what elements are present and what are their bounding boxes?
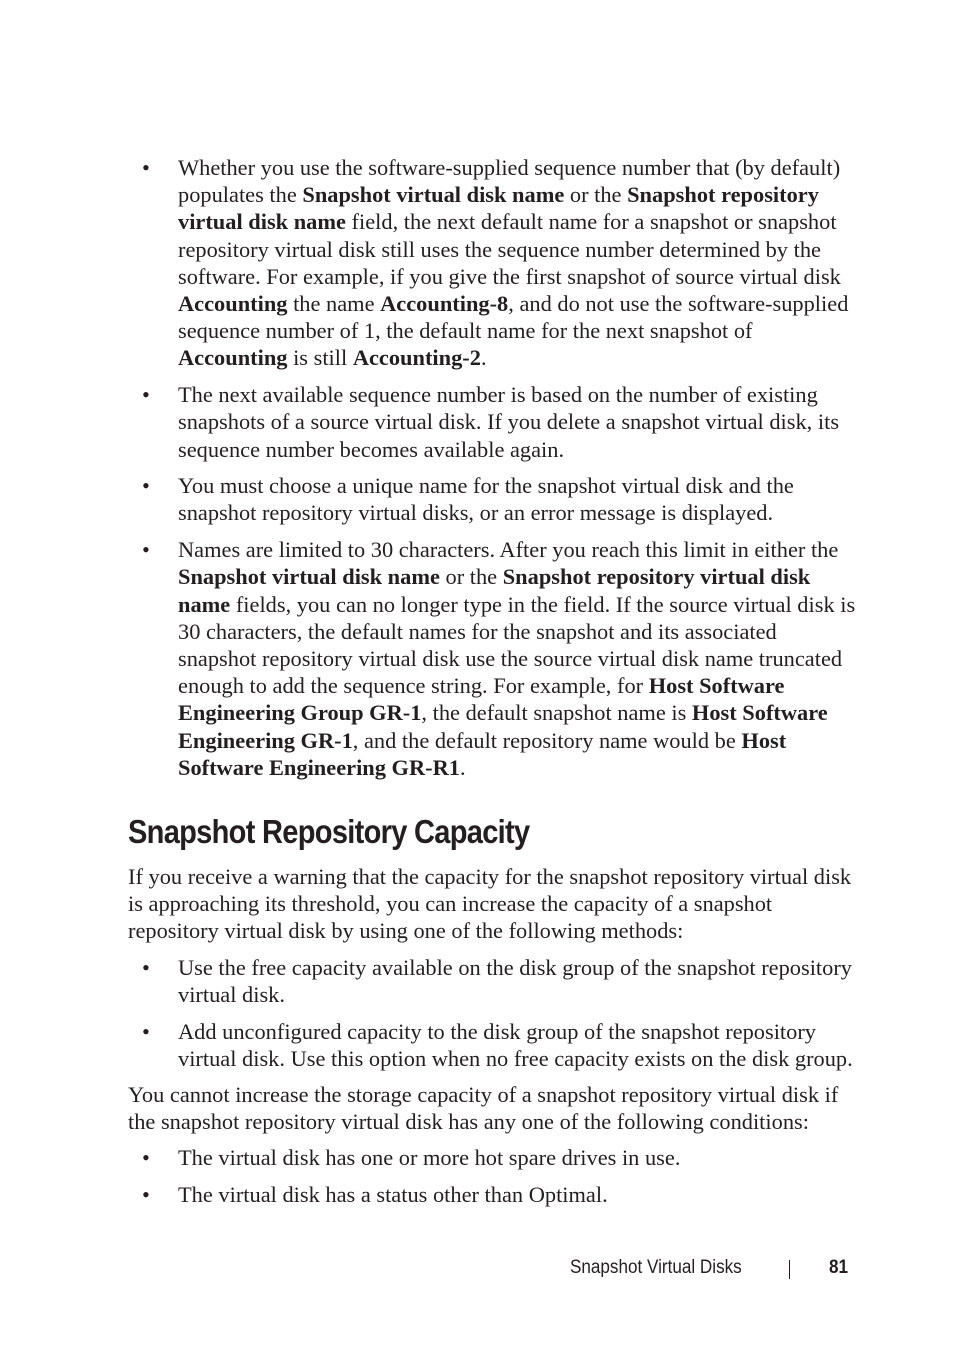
list-item bbox=[142, 1018, 858, 1072]
list-item bbox=[142, 1181, 858, 1208]
text-run: The virtual disk has one or more hot spare drives in use. bbox=[178, 1145, 681, 1170]
conditions-list bbox=[142, 1144, 858, 1208]
section-heading: Snapshot Repository Capacity bbox=[128, 813, 530, 850]
list-item bbox=[142, 1144, 858, 1171]
bold-term: Accounting-2 bbox=[352, 345, 481, 371]
bold-term: Host Software Engineering GR-1 bbox=[178, 700, 828, 753]
text-run: . bbox=[480, 345, 487, 371]
text-run: fields, you can no longer type in the field. If the source virtual disk is 30 characters, the default names for the snapshot and its associated snapshot repository virtual disk use the source virtual disk name truncated enough to add the sequence string. For example, for bbox=[178, 591, 856, 699]
bullet-mark: • bbox=[142, 537, 150, 563]
text-run: . bbox=[459, 754, 466, 780]
footer-separator bbox=[789, 1260, 790, 1279]
bullet-mark: • bbox=[142, 1145, 150, 1170]
bold-term: Snapshot virtual disk name bbox=[302, 182, 565, 208]
bold-term: Accounting bbox=[178, 345, 288, 371]
text-run: , and do not use the software-supplied sequence number of 1, the default name for the next snapshot of bbox=[178, 291, 849, 344]
text-run: field, the next default name for a snapshot or snapshot repository virtual disk still uses the sequence number determined by the software. For example, if you give the first snapshot of source virtual disk bbox=[178, 209, 841, 289]
text-run: or the bbox=[439, 564, 503, 590]
list-item bbox=[142, 381, 858, 463]
text-run: , and the default repository name would be bbox=[352, 727, 742, 753]
text-run: the name bbox=[287, 291, 381, 317]
footer-section-title: Snapshot Virtual Disks bbox=[570, 1257, 742, 1278]
text-run: Add unconfigured capacity to the disk group of the snapshot repository virtual disk. Use this option when no free capacity exists on the disk group. bbox=[178, 1018, 853, 1072]
list-item bbox=[142, 536, 858, 781]
bullet-mark: • bbox=[142, 155, 150, 180]
bold-term: Accounting-8 bbox=[380, 291, 509, 317]
list-item bbox=[142, 472, 858, 526]
bold-term: Host Software Engineering Group GR-1 bbox=[178, 673, 785, 726]
text-run: The next available sequence number is based on the number of existing snapshots of a source virtual disk. If you delete a snapshot virtual disk, its sequence number becomes available again. bbox=[178, 382, 840, 462]
text-run: Use the free capacity available on the disk group of the snapshot repository virtual disk. bbox=[178, 955, 852, 1008]
bullet-mark: • bbox=[142, 955, 150, 980]
text-run: , the default snapshot name is bbox=[421, 700, 692, 726]
text-run: is still bbox=[287, 345, 353, 371]
bullet-mark: • bbox=[142, 1181, 150, 1207]
bold-term: Accounting bbox=[178, 291, 288, 317]
list-item bbox=[142, 154, 858, 372]
conditions-paragraph: You cannot increase the storage capacity of a snapshot repository virtual disk if the snapshot repository virtual disk has any one of the following conditions: bbox=[128, 1082, 839, 1135]
capacity-methods-list bbox=[142, 954, 858, 1072]
intro-paragraph: If you receive a warning that the capacity for the snapshot repository virtual disk is approaching its threshold, you can increase the capacity of a snapshot repository virtual disk by using one of the following methods: bbox=[128, 864, 852, 944]
bullet-mark: • bbox=[142, 473, 150, 499]
list-item bbox=[142, 954, 858, 1008]
text-run: Whether you use the software-supplied sequence number that (by default) populates the bbox=[178, 155, 841, 208]
bullet-mark: • bbox=[142, 382, 150, 408]
bullet-mark: • bbox=[142, 1018, 150, 1044]
bold-term: Snapshot repository virtual disk name bbox=[178, 564, 811, 617]
bold-term: Snapshot virtual disk name bbox=[178, 564, 440, 590]
bold-term: Snapshot repository virtual disk name bbox=[178, 182, 819, 235]
text-run: The virtual disk has a status other than Optimal. bbox=[178, 1181, 608, 1207]
text-run: or the bbox=[564, 182, 628, 208]
naming-rules-list bbox=[142, 154, 858, 781]
text-run: You must choose a unique name for the snapshot virtual disk and the snapshot repository virtual disks, or an error message is displayed. bbox=[178, 473, 794, 526]
page-number: 81 bbox=[829, 1257, 849, 1278]
bold-term: Host Software Engineering GR-R1 bbox=[178, 727, 787, 780]
text-run: Names are limited to 30 characters. After you reach this limit in either the bbox=[178, 537, 839, 563]
